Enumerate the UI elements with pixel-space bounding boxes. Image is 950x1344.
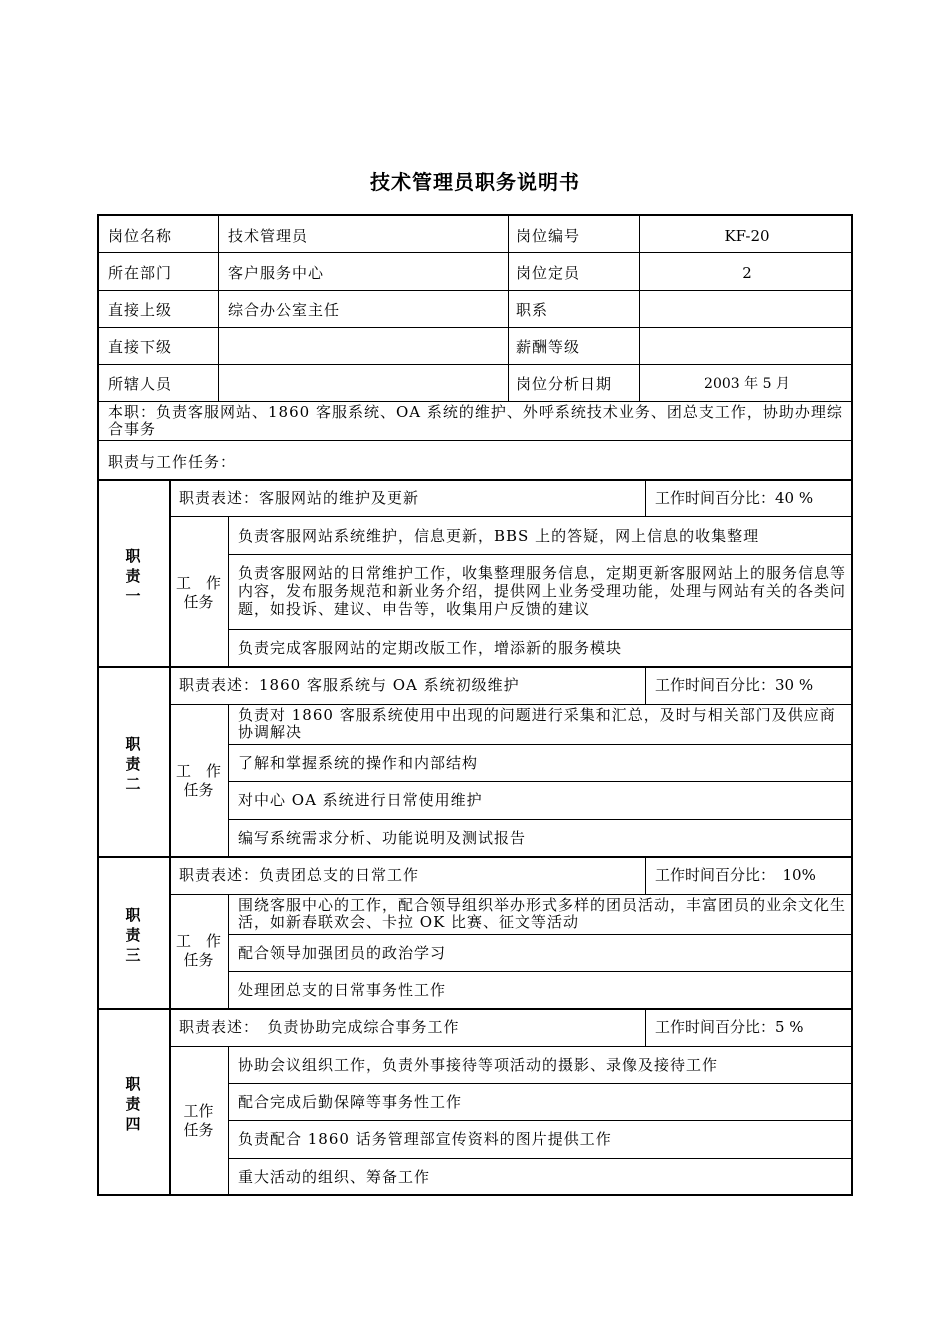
duty-3-label: 职 责 三 — [125, 906, 141, 964]
duty-2-task-2: 了解和掌握系统的操作和内部结构 — [238, 754, 479, 772]
quota-label: 岗位定员 — [516, 264, 581, 282]
analysis-date-label: 岗位分析日期 — [516, 375, 613, 393]
duty-2-task-1: 负责对 1860 客服系统使用中出现的问题进行采集和汇总，及时与相关部门及供应商协调解决 — [238, 706, 836, 741]
superior-label: 直接上级 — [108, 301, 173, 319]
quota-value: 2 — [742, 264, 752, 282]
duty-1-task-3: 负责完成客服网站的定期改版工作，增添新的服务模块 — [238, 639, 623, 657]
superior-value: 综合办公室主任 — [228, 301, 341, 319]
duty-2-label: 职 责 二 — [125, 735, 141, 793]
page-title: 技术管理员职务说明书 — [370, 170, 580, 194]
duty-4-task-4: 重大活动的组织、筹备工作 — [238, 1168, 431, 1186]
duty-4-task-3: 负责配合 1860 话务管理部宣传资料的图片提供工作 — [238, 1130, 612, 1148]
duty-1-task-1: 负责客服网站系统维护，信息更新，BBS 上的答疑，网上信息的收集整理 — [238, 527, 760, 545]
dept-value: 客户服务中心 — [228, 264, 325, 282]
duty-1-percent: 工作时间百分比：40 % — [655, 489, 814, 507]
analysis-date-value: 2003 年 5 月 — [704, 376, 790, 392]
duty-4-percent: 工作时间百分比：5 % — [655, 1018, 804, 1036]
duty-2-statement: 职责表述：1860 客服系统与 OA 系统初级维护 — [179, 676, 520, 694]
duty-3-tasks-label: 工 作 任务 — [175, 932, 221, 969]
duty-4-label: 职 责 四 — [125, 1075, 141, 1133]
duty-2-task-4: 编写系统需求分析、功能说明及测试报告 — [238, 829, 527, 847]
duty-2-percent: 工作时间百分比：30 % — [655, 676, 814, 694]
duty-2-task-3: 对中心 OA 系统进行日常使用维护 — [238, 791, 483, 809]
staff-label: 所辖人员 — [108, 375, 173, 393]
duty-4-tasks-label: 工作 任务 — [183, 1102, 214, 1139]
subordinate-label: 直接下级 — [108, 338, 173, 356]
duty-1-statement: 职责表述：客服网站的维护及更新 — [179, 489, 420, 507]
duty-3-percent: 工作时间百分比： 10% — [655, 866, 816, 884]
job-description-table — [97, 214, 853, 1196]
pay-grade-label: 薪酬等级 — [516, 338, 581, 356]
duty-4-task-2: 配合完成后勤保障等事务性工作 — [238, 1093, 463, 1111]
duty-2-tasks-label: 工 作 任务 — [175, 762, 221, 799]
duty-1-label: 职 责 一 — [125, 547, 141, 605]
dept-label: 所在部门 — [108, 264, 173, 282]
job-family-label: 职系 — [516, 301, 549, 319]
duty-3-statement: 职责表述：负责团总支的日常工作 — [179, 866, 420, 884]
duty-4-task-1: 协助会议组织工作，负责外事接待等项活动的摄影、录像及接待工作 — [238, 1056, 719, 1074]
duty-3-task-3: 处理团总支的日常事务性工作 — [238, 981, 447, 999]
duties-heading: 职责与工作任务： — [108, 453, 237, 471]
post-name-value: 技术管理员 — [228, 227, 309, 245]
duty-1-tasks-label: 工 作 任务 — [175, 574, 221, 611]
post-name-label: 岗位名称 — [108, 227, 173, 245]
post-no-value: KF-20 — [724, 227, 770, 245]
duty-4-statement: 职责表述： 负责协助完成综合事务工作 — [179, 1018, 460, 1036]
duty-3-task-2: 配合领导加强团员的政治学习 — [238, 944, 447, 962]
duty-1-task-2: 负责客服网站的日常维护工作，收集整理服务信息，定期更新客服网站上的服务信息等内容，发布服务规范和新业务介绍，提供网上业务受理功能，处理与网站有关的各类问题，如投诉、建议、申告等，收集用户反馈的建议 — [238, 564, 847, 618]
job-summary: 本职：负责客服网站、1860 客服系统、OA 系统的维护、外呼系统技术业务、团总支工作，协助办理综合事务 — [108, 403, 843, 438]
duty-3-task-1: 围绕客服中心的工作，配合领导组织举办形式多样的团员活动，丰富团员的业余文化生活，如新春联欢会、卡拉 OK 比赛、征文等活动 — [238, 896, 847, 931]
post-no-label: 岗位编号 — [516, 227, 581, 245]
